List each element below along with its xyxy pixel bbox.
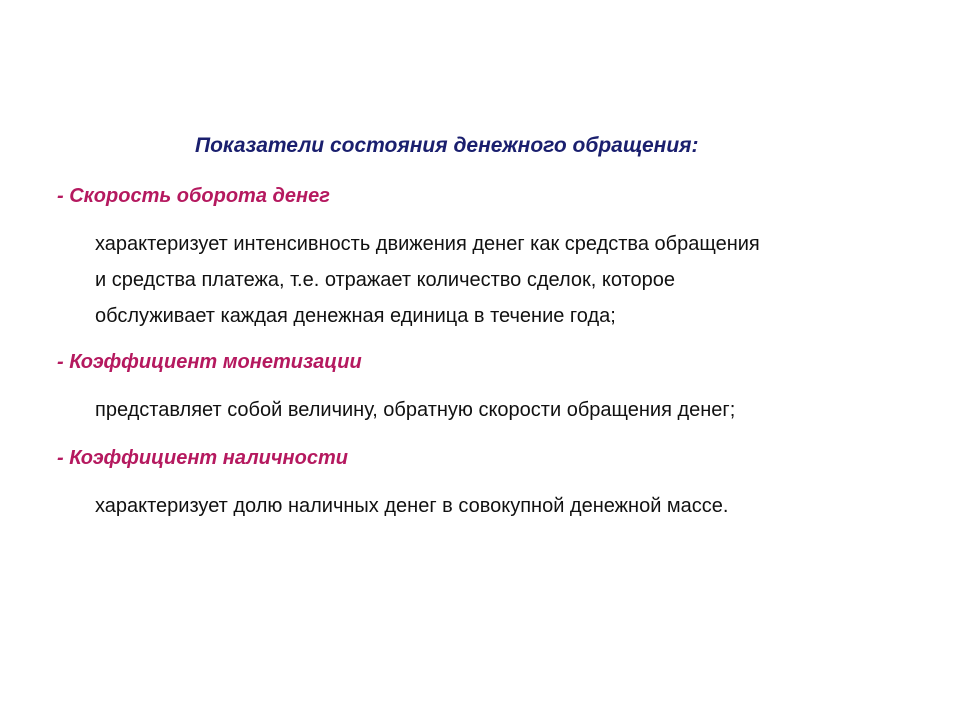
term-monetization: - Коэффициент монетизации [57,351,362,373]
term-cash-ratio: - Коэффициент наличности [57,447,348,469]
slide-title: Показатели состояния денежного обращения: [195,134,699,157]
desc-velocity [95,226,760,334]
desc-line: обслуживает каждая денежная единица в течение года; [95,305,616,327]
term-velocity: - Скорость оборота денег [57,185,330,207]
desc-monetization [95,392,735,428]
desc-cash-ratio [95,488,729,524]
desc-line: характеризует долю наличных денег в совокупной денежной массе. [95,495,729,517]
desc-line: представляет собой величину, обратную скорости обращения денег; [95,399,736,421]
desc-line: и средства платежа, т.е. отражает количество сделок, которое [95,269,675,291]
desc-line: характеризует интенсивность движения денег как средства обращения [95,233,760,255]
